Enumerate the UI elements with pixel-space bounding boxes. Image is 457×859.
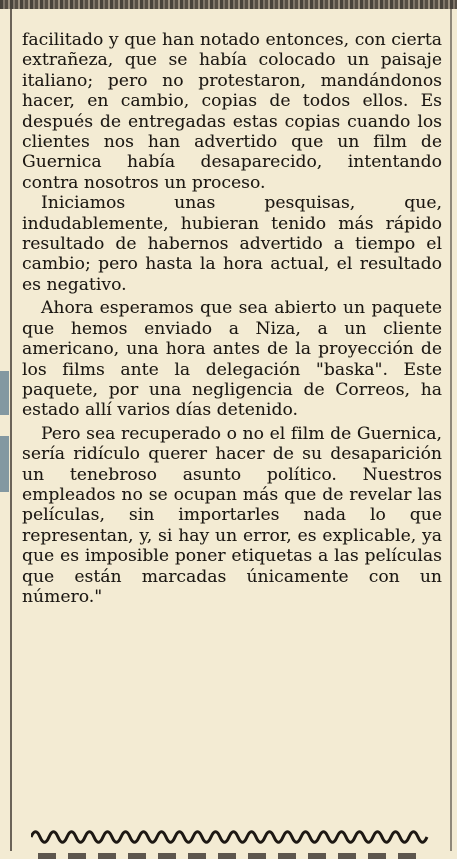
ornamental-divider: [31, 830, 431, 844]
article-column: [22, 30, 442, 607]
top-rule: [0, 0, 457, 9]
wave-ornament-icon: [31, 830, 431, 844]
article-paragraph-4: Pero sea recuperado o no el film de Guernica, sería ridículo querer hacer de su desaparición un tenebroso asunto político. Nuestros empleados no se ocupan más que de revelar las películas, sin importarles nada lo que representan, y, si hay un error, es explicable, ya que es imposible poner etiquetas a las películas que están marcadas únicamente con un número.": [22, 423, 442, 607]
article-paragraph-2: Iniciamos unas pesquisas, que, indudablemente, hubieran tenido más rápido resultado de habernos advertido a tiempo el cambio; pero hasta la hora actual, el resultado es negativo.: [22, 193, 442, 295]
margin-highlight-mark: [0, 436, 9, 492]
left-column-rule: [10, 9, 12, 851]
article-paragraph-3: Ahora esperamos que sea abierto un paquete que hemos enviado a Niza, a un cliente americano, una hora antes de la proyección de los films ante la delegación "baska". Este paquete, por una negligencia de Correos, ha estado allí varios días detenido.: [22, 298, 442, 421]
clipped-bottom-text: [38, 853, 418, 859]
article-paragraph-1: facilitado y que han notado entonces, con cierta extrañeza, que se había colocado un paisaje italiano; pero no protestaron, mandándonos hacer, en cambio, copias de todos ellos. Es después de entregadas estas copias cuando los clientes nos han advertido que un film de Guernica había desaparecido, intentando contra nosotros un proceso.: [22, 30, 442, 193]
margin-highlight-mark: [0, 371, 9, 415]
right-column-rule: [450, 9, 452, 851]
